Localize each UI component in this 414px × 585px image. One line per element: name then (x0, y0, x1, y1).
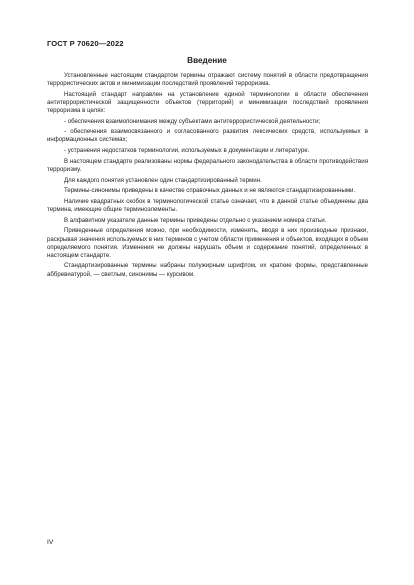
paragraph: Стандартизированные термины набраны полужирным шрифтом, их краткие формы, представленные аббревиатурой, — светлым, синонимы — курсивом. (47, 262, 368, 278)
paragraph: Настоящий стандарт направлен на установление единой терминологии в области обеспечения антитеррористической защищенности объектов (территорий) и минимизации последствий проявления терроризма в целях: (47, 90, 368, 114)
paragraph: В настоящем стандарте реализованы нормы федерального законодательства в области противодействия терроризму. (47, 157, 368, 173)
section-title: Введение (187, 56, 227, 65)
page-number: IV (47, 539, 54, 546)
paragraph: Для каждого понятия установлен один стандартизированный термин. (64, 176, 262, 184)
list-item: - устранения недостатков терминологии, используемых в документации и литературе. (64, 147, 310, 155)
paragraph: Термины-синонимы приведены в качестве справочных данных и не являются стандартизированными. (64, 187, 356, 195)
paragraph: Приведенные определения можно, при необходимости, изменять, вводя в них производные признаки, раскрывая значения используемых в них терминов с учетом области применения и объектов, входящих в объем определяемого понятия. Изменения не должны нарушать объем и содержание понятий, определенных в настоящем стандарте. (47, 227, 368, 259)
list-item: - обеспечения взаимосвязанного и согласованного развития лексических средств, используемых в информационных системах; (47, 128, 368, 144)
paragraph: Наличие квадратных скобок в терминологической статье означает, что в данной статье объединены два термина, имеющие общие терминоэлементы. (47, 197, 368, 214)
list-item: - обеспечения взаимопонимания между субъектами антитеррористической деятельности; (64, 117, 321, 125)
paragraph: В алфавитном указателе данные термины приведены отдельно с указанием номера статьи. (64, 216, 327, 224)
standard-code-header: ГОСТ Р 70620—2022 (47, 39, 124, 48)
paragraph: Установленные настоящим стандартом термины отражают систему понятий в области предотвращения террористических актов и минимизации последствий проявлений терроризма. (47, 72, 368, 88)
introduction-body (47, 72, 368, 281)
